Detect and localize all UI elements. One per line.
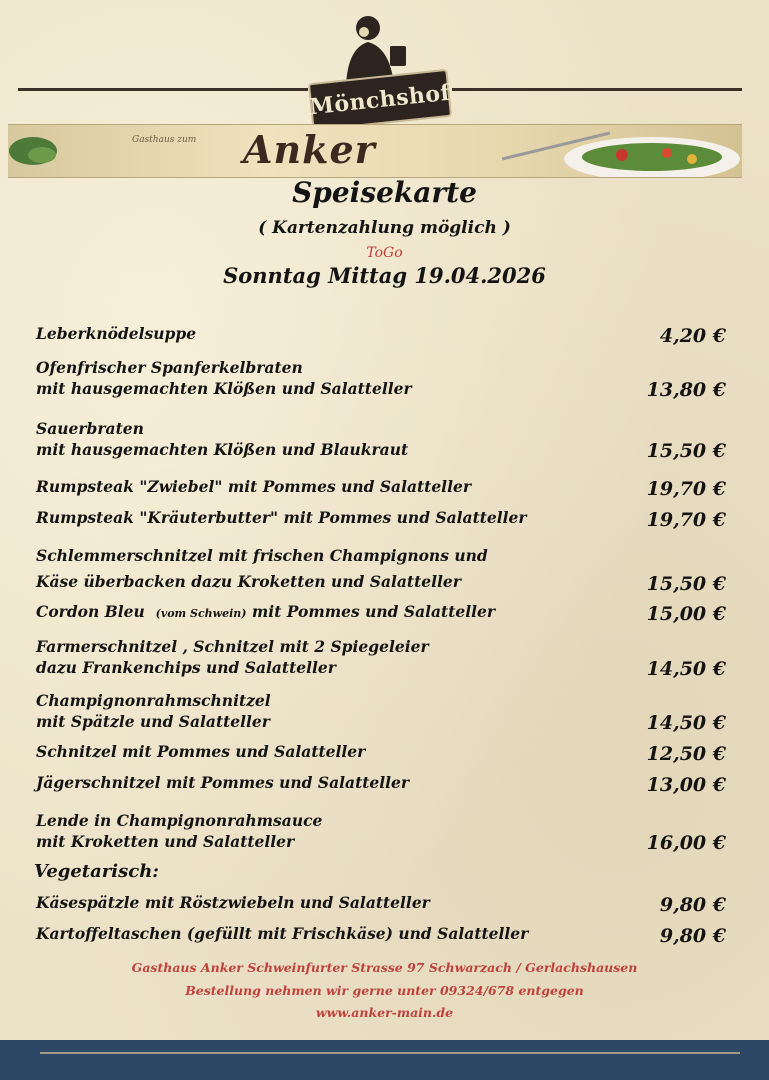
menu-item-price: 12,50 € — [646, 743, 726, 765]
menu-item-price: 19,70 € — [646, 509, 726, 531]
menu-item-name: Lende in Champignonrahmsauce — [36, 811, 323, 830]
menu-item-price: 16,00 € — [646, 832, 726, 854]
menu-item-description: mit Kroketten und Salatteller — [36, 832, 295, 851]
menu-item-price: 14,50 € — [646, 658, 726, 680]
menu-item-name: Champignonrahmschnitzel — [36, 691, 271, 710]
menu-item-price: 9,80 € — [659, 894, 726, 916]
menu-item-name: Ofenfrischer Spanferkelbraten — [36, 358, 303, 377]
menu-item-name: Käsespätzle mit Röstzwiebeln und Salatteller — [36, 893, 430, 912]
brand-logo — [306, 10, 454, 132]
payment-note: ( Kartenzahlung möglich ) — [258, 218, 511, 238]
togo-label: ToGo — [366, 245, 403, 261]
menu-item-name-part: mit Pommes und Salatteller — [251, 602, 496, 621]
menu-item-price: 19,70 € — [646, 478, 726, 500]
menu-item — [36, 923, 726, 947]
menu-item-description: mit hausgemachten Klößen und Salatteller — [36, 379, 412, 398]
menu-item — [36, 541, 726, 595]
bottom-band — [0, 1040, 769, 1080]
menu-item-price: 15,50 € — [646, 440, 726, 462]
menu-item-name: Rumpsteak "Kräuterbutter" mit Pommes und Salatteller — [36, 508, 527, 527]
date-line: Sonntag Mittag 19.04.2026 — [223, 263, 546, 288]
menu-item-description: mit hausgemachten Klößen und Blaukraut — [36, 440, 409, 459]
banner-name: Anker — [243, 127, 376, 172]
menu-item-price: 13,00 € — [646, 774, 726, 796]
footer-website-link[interactable]: www.anker-main.de — [315, 1005, 454, 1020]
brand-badge: Mönchshof — [308, 69, 452, 131]
menu-item-note: (vom Schwein) — [155, 607, 247, 620]
menu-item-name-part: Cordon Bleu — [36, 602, 145, 621]
menu-item-price: 9,80 € — [659, 925, 726, 947]
menu-item-price: 15,00 € — [646, 603, 726, 625]
leaf-icon — [8, 125, 68, 177]
menu-item — [36, 690, 726, 734]
menu-item — [36, 772, 726, 796]
menu-item-name — [36, 601, 726, 624]
menu-item — [36, 418, 726, 462]
salad-plate-icon — [502, 125, 742, 177]
page-title: Speisekarte — [292, 176, 477, 209]
header-rule-left — [18, 88, 308, 91]
banner-prefix: Gasthaus zum — [132, 135, 197, 145]
restaurant-banner — [8, 124, 742, 178]
menu-item — [36, 507, 726, 531]
menu-item — [36, 892, 726, 916]
menu-item — [36, 810, 726, 854]
menu-item-name: Kartoffeltaschen (gefüllt mit Frischkäse) und Salatteller — [36, 924, 529, 943]
menu-item — [36, 357, 726, 401]
header-rule-right — [452, 88, 742, 91]
menu-item-description: Käse überbacken dazu Kroketten und Salatteller — [36, 572, 461, 591]
footer-order-note: Bestellung nehmen wir gerne unter 09324/678 entgegen — [185, 983, 584, 998]
bottom-divider — [40, 1052, 740, 1054]
menu-item-price: 14,50 € — [646, 712, 726, 734]
menu-item-price: 4,20 € — [659, 325, 726, 347]
menu-item-name: Leberknödelsuppe — [36, 324, 197, 343]
menu-item-price: 15,50 € — [646, 573, 726, 595]
menu-item — [36, 601, 726, 625]
vegetarian-heading: Vegetarisch: — [34, 861, 159, 882]
menu-item-name: Schnitzel mit Pommes und Salatteller — [36, 742, 366, 761]
menu-item-description: mit Spätzle und Salatteller — [36, 712, 270, 731]
menu-item-name: Jägerschnitzel mit Pommes und Salatteller — [36, 773, 410, 792]
menu-item-name: Rumpsteak "Zwiebel" mit Pommes und Salatteller — [36, 477, 471, 496]
menu-item — [36, 636, 726, 680]
footer-address: Gasthaus Anker Schweinfurter Strasse 97 Schwarzach / Gerlachshausen — [131, 960, 638, 975]
menu-item — [36, 476, 726, 500]
menu-item — [36, 323, 726, 347]
menu-item-name: Farmerschnitzel , Schnitzel mit 2 Spiegeleier — [36, 637, 429, 656]
menu-item-description: dazu Frankenchips und Salatteller — [36, 658, 336, 677]
menu-item-name: Schlemmerschnitzel mit frischen Champignons und — [36, 546, 488, 565]
menu-item — [36, 741, 726, 765]
menu-item-name: Sauerbraten — [36, 419, 144, 438]
menu-item-price: 13,80 € — [646, 379, 726, 401]
